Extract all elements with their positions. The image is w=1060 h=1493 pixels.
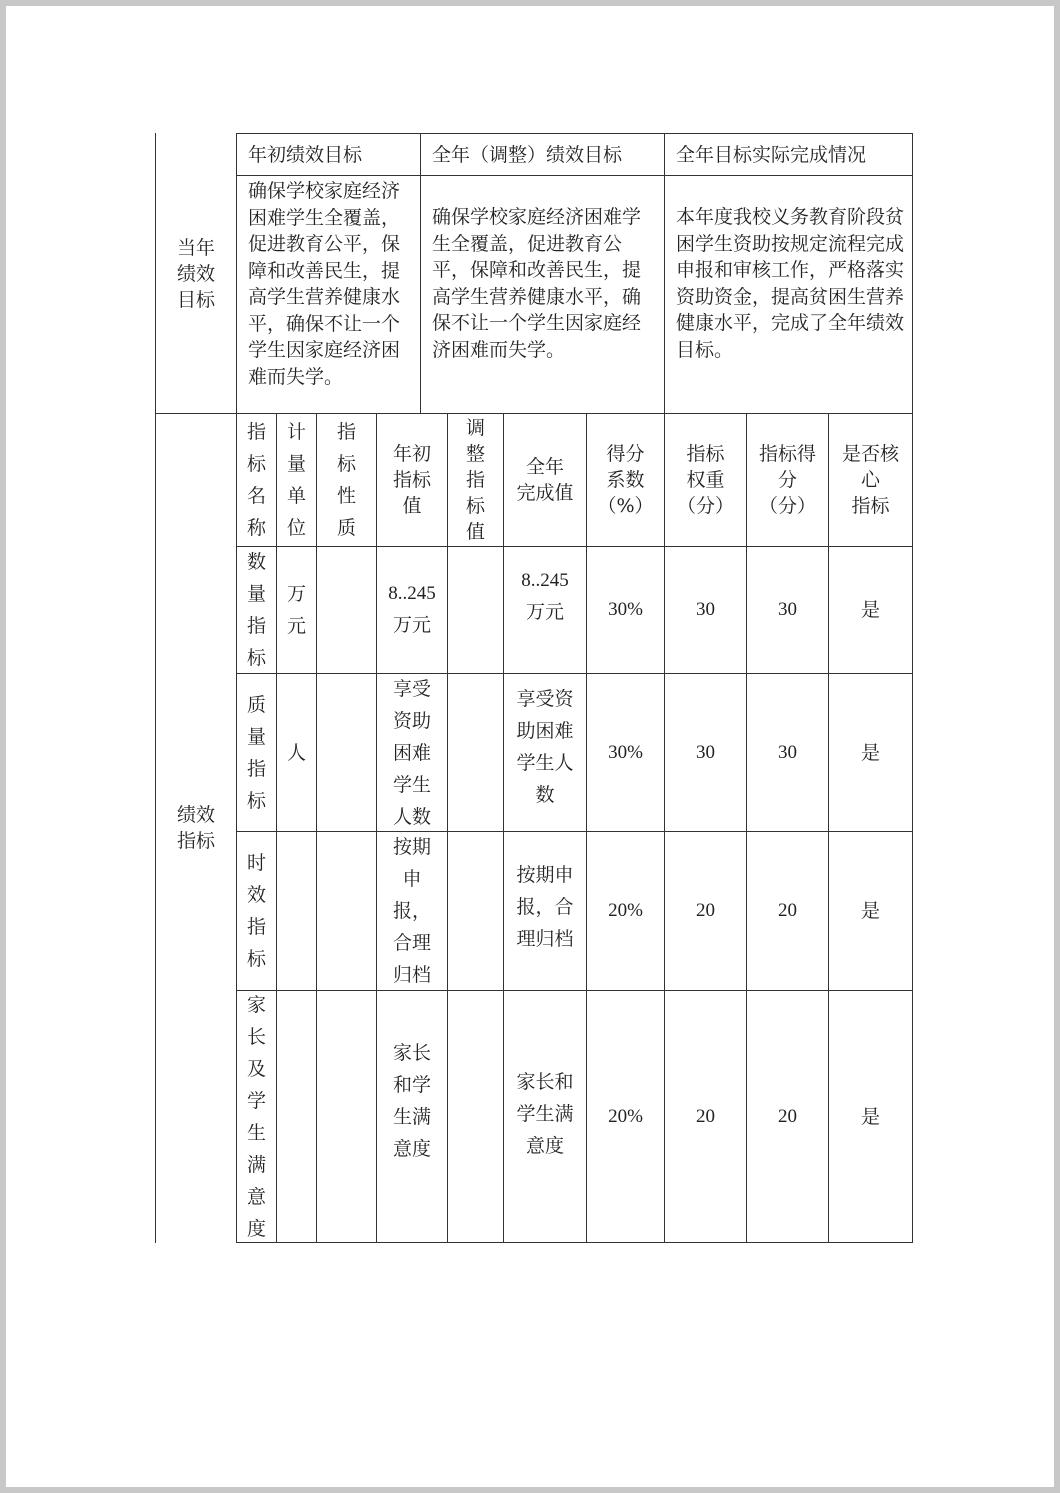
- row-timeliness-weight: 20: [696, 900, 715, 921]
- adjusted-goal-text: 确保学校家庭经济困难学生全覆盖，促进教育公平，保障和改善民生，提高学生营养健康水平，确保不让一个学生因家庭经济困难而失学。: [432, 206, 642, 361]
- row-satisfaction-core: 是: [860, 1105, 880, 1128]
- row-satisfaction-coef: 20%: [608, 1105, 643, 1127]
- header-weight: 指标 权重 （分）: [676, 443, 734, 517]
- row-satisfaction-nature: [317, 991, 376, 1242]
- header-score-coefficient: 得分 系数 （%）: [597, 443, 654, 517]
- row-timeliness-score: 20: [778, 900, 797, 921]
- goals-row-label: 当年 绩效 目标: [176, 236, 215, 311]
- row-satisfaction-adjusted: [448, 991, 503, 1242]
- row-quantity-score: 30: [778, 599, 797, 620]
- row-quantity-name: 数 量 指 标: [246, 551, 266, 669]
- row-quantity-weight: 30: [696, 599, 715, 620]
- row-quantity-coef: 30%: [608, 599, 643, 620]
- indicators-row-label: 绩效 指标: [176, 804, 215, 852]
- header-nature: 指 标 性 质: [336, 421, 356, 539]
- row-quality-core: 是: [860, 741, 880, 764]
- performance-table: [6, 6, 1054, 1487]
- row-quantity-unit: 万 元: [286, 583, 306, 637]
- col-header-initial-goal: 年初绩效目标: [248, 143, 363, 166]
- header-indicator-name: 指 标 名 称: [246, 421, 266, 539]
- row-satisfaction-unit: [277, 991, 316, 1242]
- row-quality-unit: 人: [286, 741, 306, 764]
- row-timeliness-unit: [277, 832, 316, 990]
- row-satisfaction-name: 家 长 及 学 生 满 意 度: [246, 993, 266, 1240]
- col-header-actual-result: 全年目标实际完成情况: [676, 143, 867, 166]
- col-header-adjusted-goal: 全年（调整）绩效目标: [432, 143, 623, 166]
- row-quality-nature: [317, 674, 376, 831]
- row-timeliness-coef: 20%: [608, 900, 643, 921]
- row-satisfaction-weight: 20: [696, 1105, 715, 1127]
- table-rule: [236, 1242, 913, 1243]
- row-satisfaction-score: 20: [778, 1105, 797, 1127]
- row-quality-adjusted: [448, 674, 503, 831]
- actual-result-text: 本年度我校义务教育阶段贫困学生资助按规定流程完成申报和审核工作，严格落实资助资金，提高贫困生营养健康水平，完成了全年绩效目标。: [676, 206, 905, 361]
- initial-goal-text: 确保学校家庭经济困难学生全覆盖，促进教育公平，保障和改善民生，提高学生营养健康水平，确保不让一个学生因家庭经济困难而失学。: [248, 180, 401, 388]
- header-unit: 计 量 单 位: [286, 421, 306, 539]
- table-rule: [912, 133, 913, 1243]
- document-page: [6, 6, 1054, 1487]
- row-quality-completed: 享受资 助困难 学生人 数: [516, 687, 574, 806]
- row-timeliness-core: 是: [860, 900, 880, 922]
- row-timeliness-name: 时 效 指 标: [246, 852, 266, 970]
- row-quality-weight: 30: [696, 741, 715, 763]
- row-satisfaction-completed: 家长和 学生满 意度: [516, 1070, 574, 1157]
- row-timeliness-initial: 按期 申 报， 合理 归档: [392, 836, 431, 986]
- row-quantity-adjusted: [448, 547, 503, 673]
- row-satisfaction-initial: 家长 和学 生满 意度: [392, 1042, 431, 1160]
- header-score: 指标得 分 （分）: [758, 443, 816, 517]
- row-quantity-core: 是: [860, 599, 880, 621]
- table-rule: [236, 175, 913, 176]
- row-quality-score: 30: [778, 741, 797, 763]
- header-adjusted-value: 调 整 指 标 值: [465, 417, 485, 543]
- header-completed-value: 全年 完成值: [516, 456, 574, 504]
- row-quantity-nature: [317, 547, 376, 673]
- row-timeliness-nature: [317, 832, 376, 990]
- row-quality-coef: 30%: [608, 741, 643, 763]
- header-core-indicator: 是否核 心 指标: [841, 443, 899, 517]
- header-initial-value: 年初 指标 值: [392, 443, 431, 517]
- row-timeliness-adjusted: [448, 832, 503, 990]
- row-quality-name: 质 量 指 标: [246, 693, 266, 812]
- row-quantity-initial: 8..245 万元: [388, 583, 436, 636]
- row-timeliness-completed: 按期申 报，合 理归档: [516, 864, 574, 950]
- row-quantity-completed: 8..245 万元: [521, 570, 569, 623]
- row-quality-initial: 享受 资助 困难 学生 人数: [392, 677, 431, 828]
